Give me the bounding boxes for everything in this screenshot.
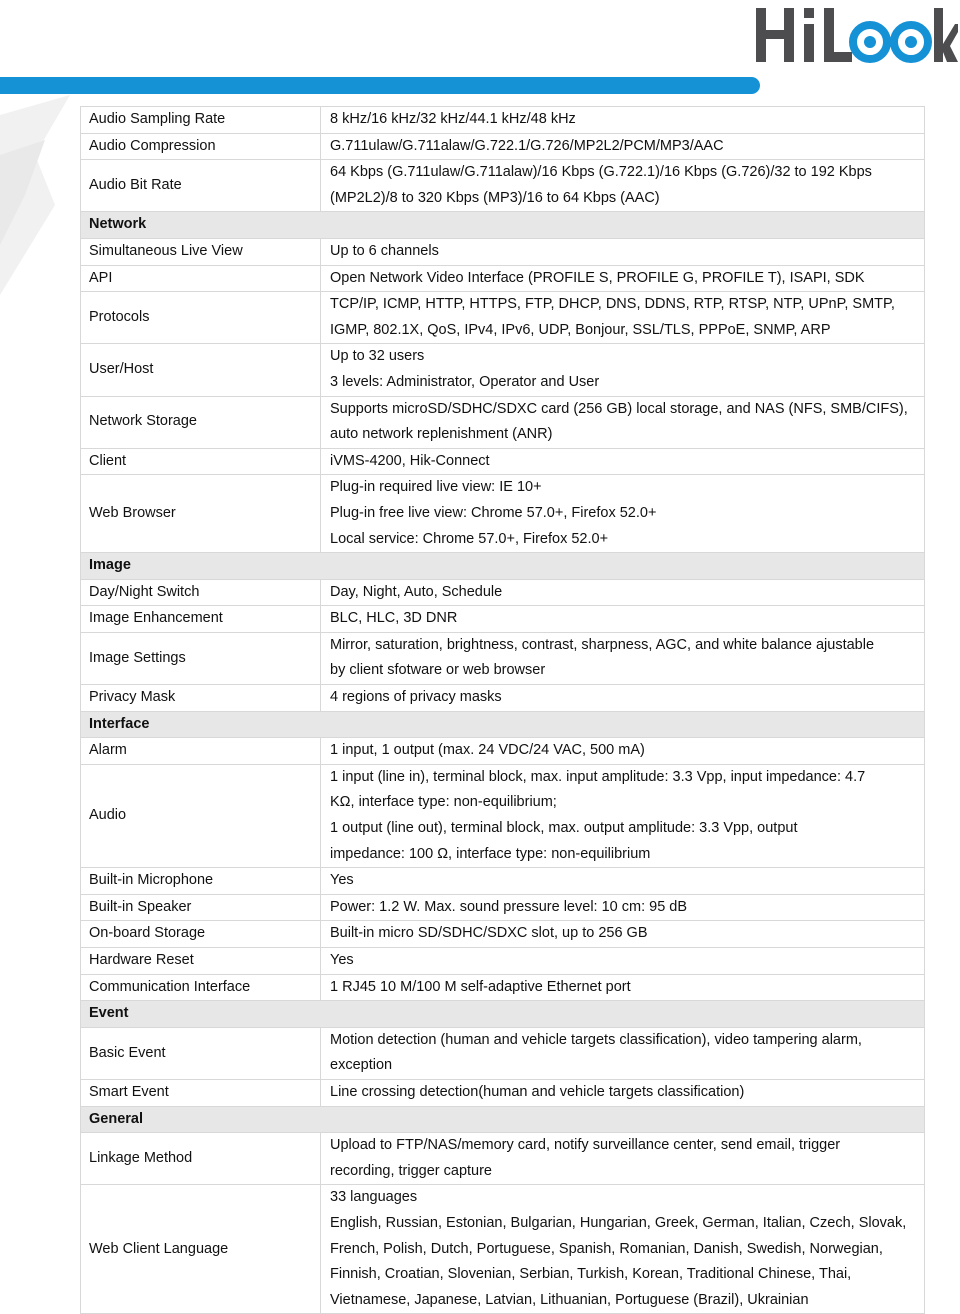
spec-label: Linkage Method <box>81 1133 321 1185</box>
section-header-row <box>81 711 925 738</box>
spec-label: Hardware Reset <box>81 948 321 975</box>
section-header-row <box>81 1106 925 1133</box>
section-title: Network <box>81 212 925 239</box>
spec-row <box>81 894 925 921</box>
spec-value-line: exception <box>330 1057 393 1074</box>
spec-value <box>321 764 925 867</box>
spec-label: Built-in Microphone <box>81 868 321 895</box>
spec-value-line: Mirror, saturation, brightness, contrast, sharpness, AGC, and white balance ajustable <box>330 636 875 653</box>
spec-value <box>321 1027 925 1079</box>
spec-value-line: (MP2L2)/8 to 320 Kbps (MP3)/16 to 64 Kbps (AAC) <box>330 189 660 206</box>
spec-row <box>81 764 925 867</box>
spec-label: API <box>81 265 321 292</box>
spec-value-line: by client sfotware or web browser <box>330 662 546 679</box>
spec-row <box>81 948 925 975</box>
section-title: Image <box>81 553 925 580</box>
spec-value-line: French, Polish, Dutch, Portuguese, Spanish, Romanian, Danish, Swedish, Norwegian, <box>330 1240 883 1257</box>
spec-value <box>321 344 925 396</box>
spec-value-line: 1 input (line in), terminal block, max. input amplitude: 3.3 Vpp, input impedance: 4.7 <box>330 768 866 785</box>
spec-value <box>321 292 925 344</box>
spec-value <box>321 632 925 684</box>
spec-label: Basic Event <box>81 1027 321 1079</box>
spec-value-line: TCP/IP, ICMP, HTTP, HTTPS, FTP, DHCP, DNS, DDNS, RTP, RTSP, NTP, UPnP, SMTP, <box>330 296 895 313</box>
spec-row <box>81 344 925 396</box>
spec-row <box>81 1185 925 1314</box>
spec-value <box>321 1185 925 1314</box>
spec-value <box>321 974 925 1001</box>
spec-label: Protocols <box>81 292 321 344</box>
spec-row <box>81 632 925 684</box>
spec-label: Alarm <box>81 738 321 765</box>
spec-value-line: Day, Night, Auto, Schedule <box>330 583 503 600</box>
section-title: General <box>81 1106 925 1133</box>
spec-row <box>81 606 925 633</box>
spec-value-line: recording, trigger capture <box>330 1162 492 1179</box>
section-header-row <box>81 553 925 580</box>
spec-row <box>81 579 925 606</box>
section-title: Event <box>81 1001 925 1028</box>
spec-label: Communication Interface <box>81 974 321 1001</box>
spec-value <box>321 160 925 212</box>
spec-row <box>81 133 925 160</box>
spec-value <box>321 265 925 292</box>
spec-value <box>321 738 925 765</box>
spec-value <box>321 921 925 948</box>
spec-row <box>81 475 925 553</box>
spec-row <box>81 396 925 448</box>
spec-row <box>81 868 925 895</box>
spec-value <box>321 448 925 475</box>
spec-value <box>321 475 925 553</box>
spec-row <box>81 107 925 134</box>
spec-value-line: 1 output (line out), terminal block, max. output amplitude: 3.3 Vpp, output <box>330 820 798 837</box>
spec-label: Audio <box>81 764 321 867</box>
spec-row <box>81 1079 925 1106</box>
spec-value <box>321 868 925 895</box>
spec-value-line: impedance: 100 Ω, interface type: non-equilibrium <box>330 845 651 862</box>
section-title: Interface <box>81 711 925 738</box>
spec-value-line: auto network replenishment (ANR) <box>330 426 553 443</box>
spec-row <box>81 1027 925 1079</box>
spec-label: On-board Storage <box>81 921 321 948</box>
spec-value <box>321 133 925 160</box>
spec-value-line: 64 Kbps (G.711ulaw/G.711alaw)/16 Kbps (G.722.1)/16 Kbps (G.726)/32 to 192 Kbps <box>330 164 872 181</box>
spec-row <box>81 921 925 948</box>
spec-label: User/Host <box>81 344 321 396</box>
spec-value-line: Up to 32 users <box>330 348 425 365</box>
section-header-row <box>81 1001 925 1028</box>
spec-value-line: Up to 6 channels <box>330 242 439 259</box>
spec-label: Privacy Mask <box>81 685 321 712</box>
spec-value-line: Power: 1.2 W. Max. sound pressure level: 10 cm: 95 dB <box>330 898 688 915</box>
spec-value <box>321 948 925 975</box>
spec-row <box>81 265 925 292</box>
spec-label: Audio Compression <box>81 133 321 160</box>
spec-value-line: Line crossing detection(human and vehicle targets classification) <box>330 1083 745 1100</box>
spec-label: Client <box>81 448 321 475</box>
specifications-table <box>80 106 925 1314</box>
spec-row <box>81 448 925 475</box>
spec-row <box>81 292 925 344</box>
spec-row <box>81 685 925 712</box>
spec-row <box>81 974 925 1001</box>
spec-value-line: BLC, HLC, 3D DNR <box>330 610 458 627</box>
spec-value-line: Yes <box>330 952 354 968</box>
spec-value-line: Local service: Chrome 57.0+, Firefox 52.0+ <box>330 530 609 547</box>
spec-value <box>321 1133 925 1185</box>
spec-value <box>321 1079 925 1106</box>
spec-value-line: KΩ, interface type: non-equilibrium; <box>330 794 557 811</box>
spec-row <box>81 1133 925 1185</box>
spec-value-line: Finnish, Croatian, Slovenian, Serbian, Turkish, Korean, Traditional Chinese, Thai, <box>330 1266 852 1283</box>
spec-value-line: 4 regions of privacy masks <box>330 689 502 706</box>
section-header-row <box>81 212 925 239</box>
spec-value <box>321 579 925 606</box>
spec-label: Network Storage <box>81 396 321 448</box>
spec-value-line: 1 RJ45 10 M/100 M self-adaptive Ethernet port <box>330 978 631 995</box>
spec-value-line: Vietnamese, Japanese, Latvian, Lithuanian, Portuguese (Brazil), Ukrainian <box>330 1291 809 1308</box>
spec-label: Image Settings <box>81 632 321 684</box>
spec-label: Simultaneous Live View <box>81 238 321 265</box>
spec-value <box>321 238 925 265</box>
spec-value-line: Plug-in required live view: IE 10+ <box>330 479 542 496</box>
spec-row <box>81 160 925 212</box>
spec-label: Web Client Language <box>81 1185 321 1314</box>
spec-label: Image Enhancement <box>81 606 321 633</box>
spec-value <box>321 685 925 712</box>
spec-label: Audio Bit Rate <box>81 160 321 212</box>
spec-value-line: iVMS-4200, Hik-Connect <box>330 452 490 469</box>
spec-value-line: 3 levels: Administrator, Operator and User <box>330 373 600 390</box>
spec-value-line: G.711ulaw/G.711alaw/G.722.1/G.726/MP2L2/PCM/MP3/AAC <box>330 137 724 154</box>
spec-value-line: English, Russian, Estonian, Bulgarian, Hungarian, Greek, German, Italian, Czech, Slovak, <box>330 1214 907 1231</box>
spec-label: Built-in Speaker <box>81 894 321 921</box>
spec-label: Day/Night Switch <box>81 579 321 606</box>
spec-value-line: IGMP, 802.1X, QoS, IPv4, IPv6, UDP, Bonjour, SSL/TLS, PPPoE, SNMP, ARP <box>330 321 831 338</box>
spec-value-line: Yes <box>330 872 354 889</box>
spec-value <box>321 894 925 921</box>
spec-label: Audio Sampling Rate <box>81 107 321 134</box>
spec-value <box>321 606 925 633</box>
spec-value-line: Built-in micro SD/SDHC/SDXC slot, up to 256 GB <box>330 925 648 942</box>
spec-row <box>81 238 925 265</box>
spec-value-line: Plug-in free live view: Chrome 57.0+, Firefox 52.0+ <box>330 504 657 521</box>
spec-value-line: Motion detection (human and vehicle targets classification), video tampering alarm, <box>330 1031 862 1048</box>
spec-value <box>321 396 925 448</box>
spec-label: Smart Event <box>81 1079 321 1106</box>
spec-value-line: Upload to FTP/NAS/memory card, notify surveillance center, send email, trigger <box>330 1137 841 1154</box>
spec-value-line: Open Network Video Interface (PROFILE S, PROFILE G, PROFILE T), ISAPI, SDK <box>330 269 865 286</box>
hilook-logo <box>752 4 958 66</box>
spec-label: Web Browser <box>81 475 321 553</box>
spec-value-line: 33 languages <box>330 1189 418 1206</box>
spec-value-line: 1 input, 1 output (max. 24 VDC/24 VAC, 500 mA) <box>330 742 645 759</box>
spec-value-line: 8 kHz/16 kHz/32 kHz/44.1 kHz/48 kHz <box>330 111 576 127</box>
header-accent-band <box>0 77 760 94</box>
spec-row <box>81 738 925 765</box>
spec-value-line: Supports microSD/SDHC/SDXC card (256 GB) local storage, and NAS (NFS, SMB/CIFS), <box>330 400 908 417</box>
spec-value <box>321 107 925 134</box>
